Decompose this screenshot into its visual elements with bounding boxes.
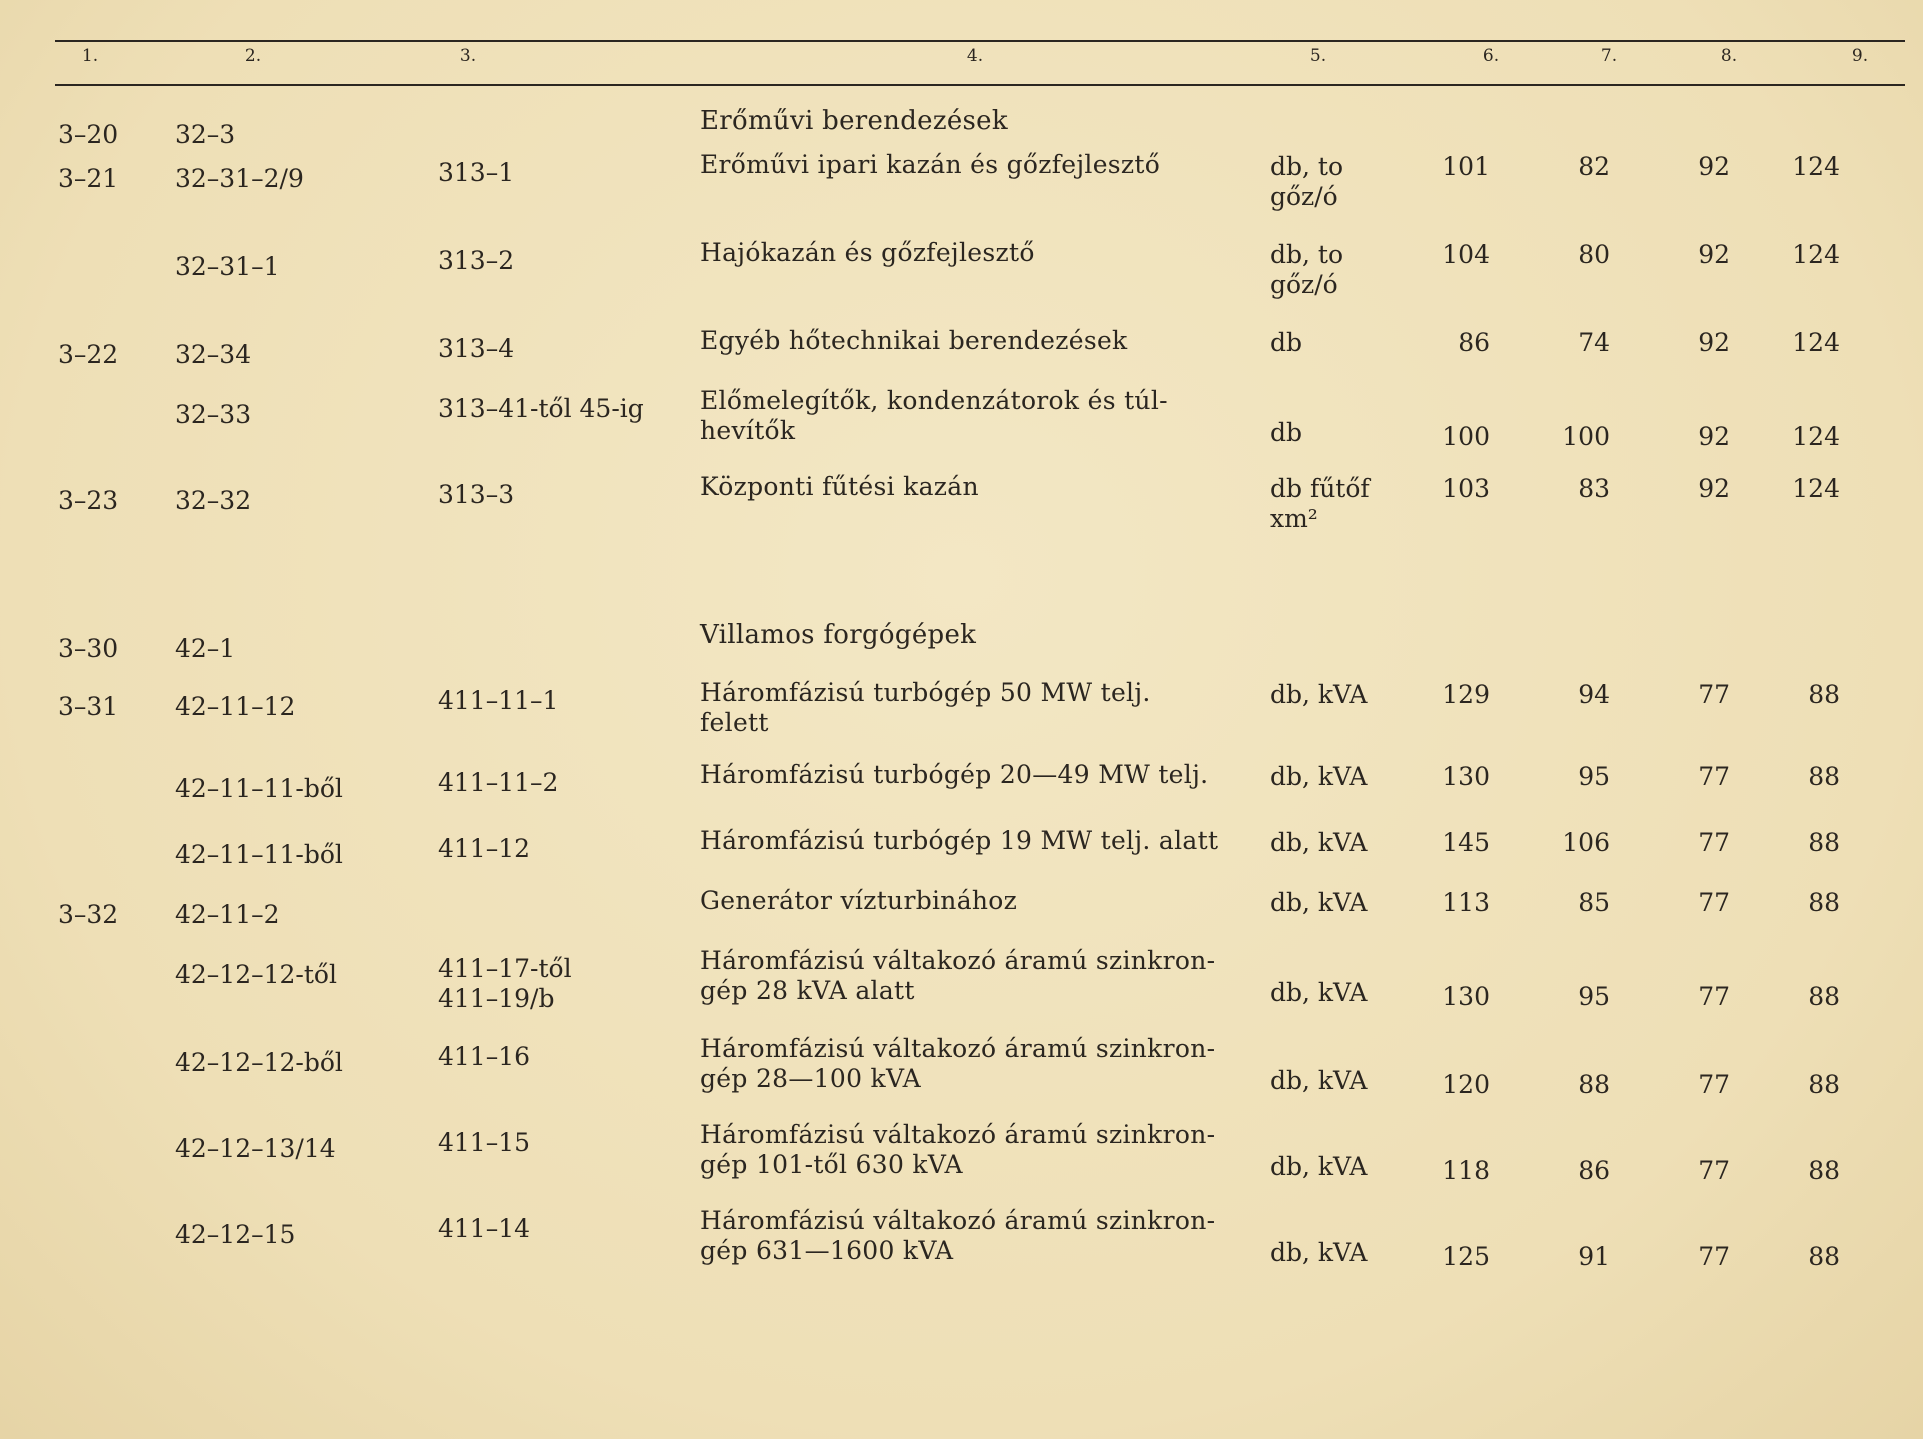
row-value-6: 130 <box>1442 982 1490 1011</box>
column-header-4: 4. <box>966 46 984 66</box>
row-description: Hajókazán és gőzfejlesztő <box>700 238 1035 267</box>
row-value-7: 100 <box>1562 422 1610 451</box>
row-value-9: 124 <box>1792 328 1840 357</box>
row-description: hevítők <box>700 416 796 445</box>
row-code: 3–21 <box>58 164 119 193</box>
row-value-6: 101 <box>1442 152 1490 181</box>
row-value-9: 88 <box>1808 680 1840 709</box>
row-unit: gőz/ó <box>1270 270 1338 299</box>
row-category-code: 42–12–12-ből <box>175 1048 343 1077</box>
row-unit: db, kVA <box>1270 978 1368 1007</box>
row-description: Erőművi ipari kazán és gőzfejlesztő <box>700 150 1161 179</box>
row-code: 3–20 <box>58 120 119 149</box>
column-header-6: 6. <box>1482 46 1500 66</box>
row-value-7: 83 <box>1578 474 1610 503</box>
row-value-9: 124 <box>1792 422 1840 451</box>
column-header-7: 7. <box>1600 46 1618 66</box>
row-category-code: 32–31–1 <box>175 252 280 281</box>
row-value-8: 92 <box>1698 474 1730 503</box>
row-item-code: 313–2 <box>438 246 515 275</box>
row-item-code: 313–41-től 45-ig <box>438 394 644 423</box>
column-header-3: 3. <box>459 46 477 66</box>
row-description: Háromfázisú váltakozó áramú szinkron- <box>700 946 1216 975</box>
row-unit: db, kVA <box>1270 680 1368 709</box>
row-category-code: 42–1 <box>175 634 236 663</box>
row-value-7: 88 <box>1578 1070 1610 1099</box>
row-description: gép 28 kVA alatt <box>700 976 915 1005</box>
row-item-code: 411–11–1 <box>438 686 559 715</box>
row-item-code: 313–3 <box>438 480 515 509</box>
row-value-9: 88 <box>1808 1242 1840 1271</box>
row-unit: db, to <box>1270 240 1343 269</box>
row-unit: db <box>1270 328 1303 357</box>
row-value-6: 100 <box>1442 422 1490 451</box>
row-value-8: 92 <box>1698 422 1730 451</box>
row-code: 3–30 <box>58 634 119 663</box>
row-code: 3–31 <box>58 692 119 721</box>
row-category-code: 42–11–2 <box>175 900 280 929</box>
row-category-code: 32–3 <box>175 120 236 149</box>
row-value-6: 104 <box>1442 240 1490 269</box>
row-category-code: 42–12–13/14 <box>175 1134 336 1163</box>
row-category-code: 32–32 <box>175 486 252 515</box>
column-header-8: 8. <box>1720 46 1738 66</box>
row-description: Központi fűtési kazán <box>700 472 979 501</box>
row-description: Háromfázisú váltakozó áramú szinkron- <box>700 1206 1216 1235</box>
row-unit: db, kVA <box>1270 888 1368 917</box>
row-value-6: 86 <box>1458 328 1490 357</box>
row-item-code: 411–12 <box>438 834 531 863</box>
row-value-6: 113 <box>1442 888 1490 917</box>
column-header-9: 9. <box>1851 46 1869 66</box>
row-code: 3–32 <box>58 900 119 929</box>
column-header-1: 1. <box>81 46 99 66</box>
row-value-8: 77 <box>1698 680 1730 709</box>
row-code: 3–23 <box>58 486 119 515</box>
row-value-7: 86 <box>1578 1156 1610 1185</box>
row-item-code: 313–1 <box>438 158 515 187</box>
row-item-code: 411–16 <box>438 1042 531 1071</box>
row-value-8: 92 <box>1698 152 1730 181</box>
row-description: Előmelegítők, kondenzátorok és túl- <box>700 386 1168 415</box>
row-value-8: 77 <box>1698 982 1730 1011</box>
row-unit: db, kVA <box>1270 1238 1368 1267</box>
row-value-8: 92 <box>1698 240 1730 269</box>
row-value-6: 129 <box>1442 680 1490 709</box>
row-value-9: 88 <box>1808 1070 1840 1099</box>
row-item-code: 411–17-től <box>438 954 572 983</box>
row-value-8: 77 <box>1698 762 1730 791</box>
row-category-code: 42–12–15 <box>175 1220 296 1249</box>
row-value-8: 92 <box>1698 328 1730 357</box>
row-value-9: 88 <box>1808 1156 1840 1185</box>
row-value-8: 77 <box>1698 1242 1730 1271</box>
row-value-6: 145 <box>1442 828 1490 857</box>
row-category-code: 42–11–11-ből <box>175 774 343 803</box>
row-unit: db fűtőf <box>1270 474 1370 503</box>
row-item-code: 313–4 <box>438 334 515 363</box>
row-category-code: 42–12–12-től <box>175 960 337 989</box>
row-value-6: 103 <box>1442 474 1490 503</box>
row-description: gép 28—100 kVA <box>700 1064 921 1093</box>
row-unit: db, kVA <box>1270 828 1368 857</box>
row-value-9: 124 <box>1792 240 1840 269</box>
row-unit: db, kVA <box>1270 1066 1368 1095</box>
row-value-9: 124 <box>1792 474 1840 503</box>
row-value-9: 88 <box>1808 762 1840 791</box>
row-description: Egyéb hőtechnikai berendezések <box>700 326 1128 355</box>
row-value-9: 88 <box>1808 982 1840 1011</box>
row-value-6: 130 <box>1442 762 1490 791</box>
row-unit: db <box>1270 418 1303 447</box>
row-item-code: 411–15 <box>438 1128 531 1157</box>
row-category-code: 32–33 <box>175 400 252 429</box>
row-value-7: 80 <box>1578 240 1610 269</box>
row-value-6: 125 <box>1442 1242 1490 1271</box>
row-description: Erőművi berendezések <box>700 106 1008 136</box>
row-unit: gőz/ó <box>1270 182 1338 211</box>
row-item-code: 411–11–2 <box>438 768 559 797</box>
column-header-2: 2. <box>244 46 262 66</box>
row-value-7: 95 <box>1578 982 1610 1011</box>
row-value-7: 106 <box>1562 828 1610 857</box>
row-code: 3–22 <box>58 340 119 369</box>
row-unit: db, to <box>1270 152 1343 181</box>
table-top-rule <box>55 40 1905 42</box>
row-value-8: 77 <box>1698 1070 1730 1099</box>
row-description: felett <box>700 708 769 737</box>
row-description: Háromfázisú turbógép 20—49 MW telj. <box>700 760 1209 789</box>
row-value-7: 74 <box>1578 328 1610 357</box>
column-header-5: 5. <box>1309 46 1327 66</box>
row-item-code: 411–19/b <box>438 984 555 1013</box>
row-description: Generátor vízturbinához <box>700 886 1018 915</box>
row-value-6: 120 <box>1442 1070 1490 1099</box>
row-value-7: 95 <box>1578 762 1610 791</box>
row-value-9: 88 <box>1808 828 1840 857</box>
row-item-code: 411–14 <box>438 1214 531 1243</box>
row-value-6: 118 <box>1442 1156 1490 1185</box>
row-description: Háromfázisú turbógép 19 MW telj. alatt <box>700 826 1219 855</box>
row-unit: db, kVA <box>1270 762 1368 791</box>
row-category-code: 42–11–11-ből <box>175 840 343 869</box>
row-category-code: 32–31–2/9 <box>175 164 304 193</box>
row-value-9: 124 <box>1792 152 1840 181</box>
row-description: gép 631—1600 kVA <box>700 1236 954 1265</box>
row-value-8: 77 <box>1698 828 1730 857</box>
row-unit: xm² <box>1270 504 1318 533</box>
row-value-7: 85 <box>1578 888 1610 917</box>
row-value-7: 91 <box>1578 1242 1610 1271</box>
row-value-8: 77 <box>1698 1156 1730 1185</box>
row-value-9: 88 <box>1808 888 1840 917</box>
row-value-8: 77 <box>1698 888 1730 917</box>
row-description: Háromfázisú turbógép 50 MW telj. <box>700 678 1151 707</box>
row-description: Villamos forgógépek <box>700 620 977 650</box>
row-description: gép 101-től 630 kVA <box>700 1150 963 1179</box>
row-description: Háromfázisú váltakozó áramú szinkron- <box>700 1120 1216 1149</box>
row-value-7: 82 <box>1578 152 1610 181</box>
row-value-7: 94 <box>1578 680 1610 709</box>
row-description: Háromfázisú váltakozó áramú szinkron- <box>700 1034 1216 1063</box>
row-category-code: 42–11–12 <box>175 692 296 721</box>
row-category-code: 32–34 <box>175 340 252 369</box>
row-unit: db, kVA <box>1270 1152 1368 1181</box>
table-header-rule <box>55 84 1905 86</box>
